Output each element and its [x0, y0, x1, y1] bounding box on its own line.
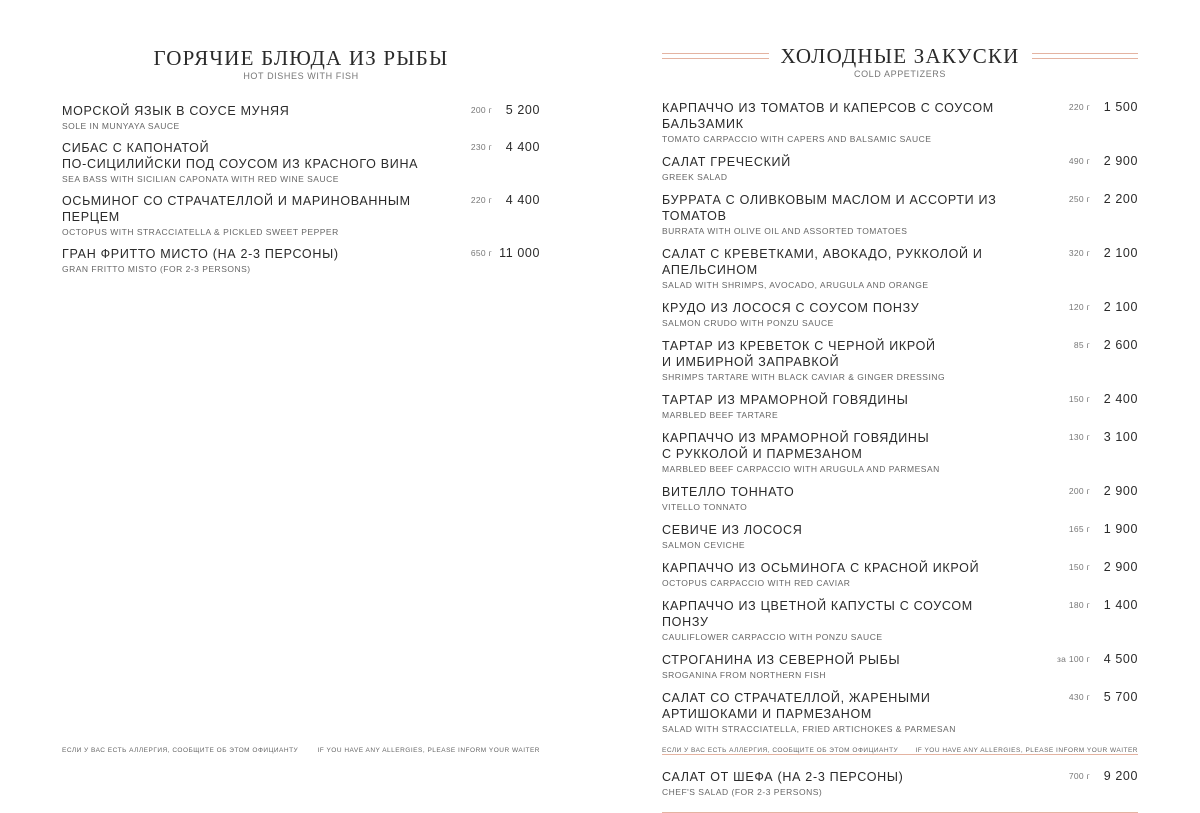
- item-name-en: GREEK SALAD: [662, 172, 728, 182]
- menu-item-list: [62, 103, 540, 275]
- menu-item: [662, 100, 1138, 145]
- section-subtitle: HOT DISHES WITH FISH: [243, 71, 359, 81]
- menu-item: [662, 192, 1138, 237]
- menu-item: [62, 193, 540, 238]
- menu-item: [62, 246, 540, 275]
- item-weight: 230 г: [470, 142, 492, 152]
- item-name-ru: ТАРТАР ИЗ МРАМОРНОЙ ГОВЯДИНЫ: [662, 393, 909, 407]
- item-name-en: TOMATO CARPACCIO WITH CAPERS AND BALSAMIC SAUCE: [662, 134, 932, 144]
- item-name-en: OCTOPUS CARPACCIO WITH RED CAVIAR: [662, 578, 851, 588]
- item-weight: 200 г: [1068, 486, 1090, 496]
- menu-item: [662, 392, 1138, 421]
- section-subtitle: COLD APPETIZERS: [853, 69, 947, 79]
- menu-item: [662, 300, 1138, 329]
- item-name-ru: БУРРАТА С ОЛИВКОВЫМ МАСЛОМ И АССОРТИ ИЗ ТОМАТОВ: [662, 193, 997, 223]
- item-price: 1 900: [1103, 522, 1138, 536]
- item-price: 3 100: [1103, 430, 1138, 444]
- item-name-ru: ОСЬМИНОГ СО СТРАЧАТЕЛЛОЙ И МАРИНОВАННЫМ ПЕРЦЕМ: [62, 194, 411, 224]
- item-weight: 700 г: [1068, 771, 1090, 781]
- item-weight: 130 г: [1068, 432, 1090, 442]
- item-name-en: OCTOPUS WITH STRACCIATELLA & PICKLED SWEET PEPPER: [62, 227, 339, 237]
- item-weight: 650 г: [470, 248, 492, 258]
- item-weight: 85 г: [1073, 340, 1090, 350]
- section-header: [662, 44, 1138, 68]
- item-price: 1 500: [1103, 100, 1138, 114]
- item-price: 2 200: [1103, 192, 1138, 206]
- item-price: 1 400: [1103, 598, 1138, 612]
- menu-item: [662, 154, 1138, 183]
- decorative-line-left: [662, 53, 769, 59]
- item-name-en: SEA BASS WITH SICILIAN CAPONATA WITH RED WINE SAUCE: [62, 174, 339, 184]
- item-weight: за 100 г: [1056, 654, 1090, 664]
- item-name-en: SALAD WITH STRACCIATELLA, FRIED ARTICHOKES & PARMESAN: [662, 724, 956, 734]
- item-name-en: CHEF'S SALAD (FOR 2-3 PERSONS): [662, 787, 823, 797]
- menu-item: [662, 522, 1138, 551]
- item-price: 2 900: [1103, 154, 1138, 168]
- item-price: 9 200: [1103, 769, 1138, 783]
- menu-item: [62, 103, 540, 132]
- item-weight: 200 г: [470, 105, 492, 115]
- item-name-ru: КАРПАЧЧО ИЗ ОСЬМИНОГА С КРАСНОЙ ИКРОЙ: [662, 561, 980, 575]
- item-name-ru: САЛАТ СО СТРАЧАТЕЛЛОЙ, ЖАРЕНЫМИ АРТИШОКАМИ И ПАРМЕЗАНОМ: [662, 691, 931, 721]
- item-weight: 220 г: [470, 195, 492, 205]
- item-name-ru: СЕВИЧЕ ИЗ ЛОСОСЯ: [662, 523, 803, 537]
- menu-item: [662, 652, 1138, 681]
- item-name-en: CAULIFLOWER CARPACCIO WITH PONZU SAUCE: [662, 632, 883, 642]
- allergy-note-en: IF YOU HAVE ANY ALLERGIES, PLEASE INFORM YOUR WAITER: [915, 747, 1138, 754]
- item-price: 5 700: [1103, 690, 1138, 704]
- item-weight: 150 г: [1068, 562, 1090, 572]
- item-name-ru: САЛАТ ОТ ШЕФА (НА 2-3 ПЕРСОНЫ): [662, 770, 904, 784]
- item-weight: 490 г: [1068, 156, 1090, 166]
- item-name-ru: КАРПАЧЧО ИЗ ТОМАТОВ И КАПЕРСОВ С СОУСОМ БАЛЬЗАМИК: [662, 101, 994, 131]
- item-name-en: SALAD WITH SHRIMPS, AVOCADO, ARUGULA AND ORANGE: [662, 280, 929, 290]
- menu-item: [662, 430, 1138, 475]
- item-weight: 120 г: [1068, 302, 1090, 312]
- menu-page-right: [662, 0, 1138, 800]
- item-name-ru: ТАРТАР ИЗ КРЕВЕТОК С ЧЕРНОЙ ИКРОЙ И ИМБИРНОЙ ЗАПРАВКОЙ: [662, 339, 936, 369]
- item-price: 4 400: [505, 193, 540, 207]
- item-price: 2 400: [1103, 392, 1138, 406]
- item-name-en: GRAN FRITTO MISTO (FOR 2-3 PERSONS): [62, 264, 251, 274]
- item-price: 2 100: [1103, 300, 1138, 314]
- menu-item: [662, 338, 1138, 383]
- menu-item-list: [662, 100, 1138, 735]
- item-name-en: SHRIMPS TARTARE WITH BLACK CAVIAR & GINGER DRESSING: [662, 372, 946, 382]
- menu-item: [662, 598, 1138, 643]
- allergy-note-ru: ЕСЛИ У ВАС ЕСТЬ АЛЛЕРГИЯ, СООБЩИТЕ ОБ ЭТОМ ОФИЦИАНТУ: [662, 747, 899, 754]
- allergy-footer: [62, 747, 540, 754]
- section-title: ХОЛОДНЫЕ ЗАКУСКИ: [780, 44, 1020, 68]
- allergy-footer: [662, 747, 1138, 754]
- item-name-ru: СИБАС С КАПОНАТОЙ ПО-СИЦИЛИЙСКИ ПОД СОУСОМ ИЗ КРАСНОГО ВИНА: [62, 141, 419, 171]
- decorative-line-right: [1032, 53, 1139, 59]
- item-name-ru: САЛАТ С КРЕВЕТКАМИ, АВОКАДО, РУККОЛОЙ И АПЕЛЬСИНОМ: [662, 247, 983, 277]
- item-price: 11 000: [499, 246, 540, 260]
- allergy-note-ru: ЕСЛИ У ВАС ЕСТЬ АЛЛЕРГИЯ, СООБЩИТЕ ОБ ЭТОМ ОФИЦИАНТУ: [62, 747, 299, 754]
- menu-item: [662, 560, 1138, 589]
- item-weight: 165 г: [1068, 524, 1090, 534]
- item-price: 2 900: [1103, 560, 1138, 574]
- menu-item: [62, 140, 540, 185]
- item-price: 4 500: [1103, 652, 1138, 666]
- item-weight: 150 г: [1068, 394, 1090, 404]
- allergy-note-en: IF YOU HAVE ANY ALLERGIES, PLEASE INFORM YOUR WAITER: [317, 747, 540, 754]
- item-name-ru: САЛАТ ГРЕЧЕСКИЙ: [662, 155, 791, 169]
- item-price: 4 400: [505, 140, 540, 154]
- item-price: 2 900: [1103, 484, 1138, 498]
- item-name-en: SALMON CRUDO WITH PONZU SAUCE: [662, 318, 834, 328]
- menu-item: [662, 246, 1138, 291]
- menu-item: [662, 484, 1138, 513]
- item-name-en: SOLE IN MUNYAYA SAUCE: [62, 121, 180, 131]
- item-weight: 250 г: [1068, 194, 1090, 204]
- item-name-en: MARBLED BEEF CARPACCIO WITH ARUGULA AND PARMESAN: [662, 464, 940, 474]
- menu-item: [662, 690, 1138, 735]
- item-weight: 180 г: [1068, 600, 1090, 610]
- chef-special-item: [662, 769, 1138, 798]
- item-name-ru: КРУДО ИЗ ЛОСОСЯ С СОУСОМ ПОНЗУ: [662, 301, 920, 315]
- item-name-en: SROGANINA FROM NORTHERN FISH: [662, 670, 827, 680]
- item-name-ru: КАРПАЧЧО ИЗ ЦВЕТНОЙ КАПУСТЫ С СОУСОМ ПОНЗУ: [662, 599, 973, 629]
- item-name-ru: ВИТЕЛЛО ТОННАТО: [662, 485, 795, 499]
- divider: [662, 754, 1138, 755]
- item-name-en: VITELLO TONNATO: [662, 502, 748, 512]
- item-weight: 430 г: [1068, 692, 1090, 702]
- item-weight: 320 г: [1068, 248, 1090, 258]
- item-price: 2 600: [1103, 338, 1138, 352]
- section-title: ГОРЯЧИЕ БЛЮДА ИЗ РЫБЫ: [153, 46, 449, 70]
- item-name-ru: СТРОГАНИНА ИЗ СЕВЕРНОЙ РЫБЫ: [662, 653, 901, 667]
- item-name-en: BURRATA WITH OLIVE OIL AND ASSORTED TOMATOES: [662, 226, 908, 236]
- item-name-ru: МОРСКОЙ ЯЗЫК В СОУСЕ МУНЯЯ: [62, 104, 290, 118]
- item-weight: 220 г: [1068, 102, 1090, 112]
- item-name-ru: КАРПАЧЧО ИЗ МРАМОРНОЙ ГОВЯДИНЫ С РУККОЛОЙ И ПАРМЕЗАНОМ: [662, 431, 930, 461]
- item-name-en: MARBLED BEEF TARTARE: [662, 410, 779, 420]
- menu-page-left: [62, 0, 540, 800]
- item-name-en: SALMON CEVICHE: [662, 540, 746, 550]
- item-name-ru: ГРАН ФРИТТО МИСТО (НА 2-3 ПЕРСОНЫ): [62, 247, 339, 261]
- item-price: 2 100: [1103, 246, 1138, 260]
- item-price: 5 200: [505, 103, 540, 117]
